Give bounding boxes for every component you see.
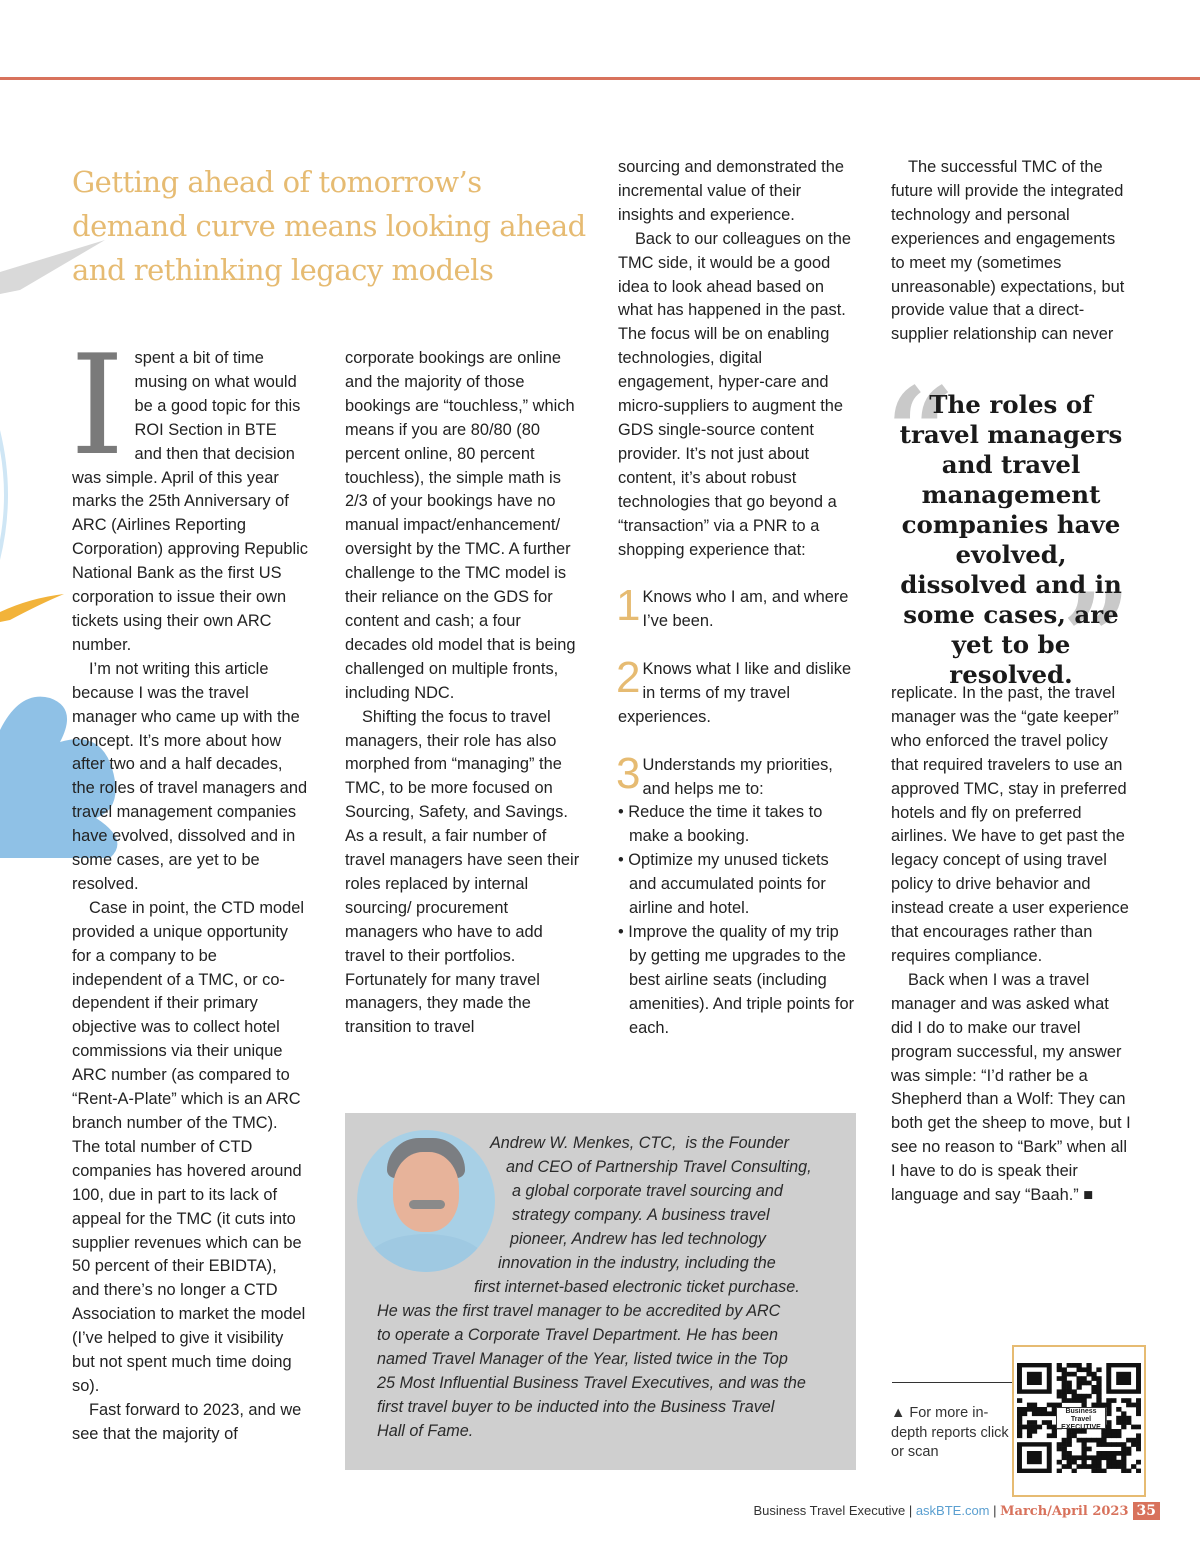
item-number: 2: [616, 653, 641, 702]
bio-line: He was the first travel manager to be accredited by ARC: [377, 1302, 781, 1320]
top-rule: [0, 77, 1200, 80]
item-number: 1: [616, 581, 641, 631]
bio-line: Hall of Fame.: [377, 1422, 474, 1440]
qr-code-link[interactable]: [1012, 1345, 1146, 1497]
bio-line: named Travel Manager of the Year, listed twice in the Top: [377, 1350, 788, 1368]
bullet-item: • Reduce the time it takes to make a booking.: [618, 803, 823, 846]
decorative-arc-blue: [0, 430, 20, 560]
pull-quote: The roles of travel managers and travel management companies have evolved, dissolved and in some cases, are yet to be resolved.: [899, 390, 1123, 689]
paragraph: corporate bookings are online and the majority of those bookings are “touchless,” which means if you are 80/80 (80 percent online, 80 percent touchless), the simple math is 2/3 of your bookings have no manual impact/enhancement/ oversight by the TMC. A further challenge to the TMC model is their reliance on the GDS for content and cash; a four decades old model that is being challenged on multiple fronts, including NDC.: [345, 349, 576, 702]
paragraph: Back when I was a travel manager and was asked what did I do to make our travel program successful, my answer was simple: “I’d rather be a Shepherd than a Wolf: They can both get the sheep to move, but I see no reason to “Bark” when all I have to do is speak their language and say “Baah.” ■: [891, 970, 1131, 1205]
bio-line: to operate a Corporate Travel Department. He has been: [377, 1326, 779, 1344]
page-footer: Business Travel Executive | askBTE.com | March/April 2023 35: [753, 1502, 1160, 1520]
paragraph: replicate. In the past, the travel manager was the “gate keeper” who enforced the travel policy that required travelers to use an approved TMC, stay in preferred hotels and fly on preferred airlines. We have to get past the legacy concept of using travel policy to drive behavior and instead create a user experience that encourages rather than requires compliance.: [891, 684, 1129, 965]
paragraph: sourcing and demonstrated the incremental value of their insights and experience.: [618, 158, 844, 224]
bio-line: and CEO of Partnership Travel Consulting,: [506, 1158, 812, 1176]
website-link[interactable]: askBTE.com: [915, 1503, 990, 1518]
qr-divider: [892, 1382, 1016, 1383]
bullet-list: [618, 801, 858, 1040]
bio-line: first internet-based electronic ticket purchase.: [474, 1278, 800, 1296]
article-column-1: [70, 325, 308, 1447]
article-column-3: [618, 156, 858, 1040]
bio-line: Andrew W. Menkes, CTC, is the Founder: [490, 1134, 789, 1152]
bio-line: strategy company. A business travel: [512, 1206, 770, 1224]
page-number: 35: [1133, 1502, 1160, 1520]
bio-line: 25 Most Influential Business Travel Executives, and was the: [377, 1374, 806, 1392]
bullet-item: • Improve the quality of my trip by getting me upgrades to the best airline seats (including amenities). And triple points for each.: [618, 922, 855, 1037]
paragraph: Case in point, the CTD model provided a unique opportunity for a company to be independent of a TMC, or co-dependent if their primary objective was to collect hotel commissions via their unique ARC number (as compared to “Rent-A-Plate” which is an ARC branch number of the TMC). The total number of CTD companies has hovered around 100, due in part to its lack of appeal for the TMC (it cuts into supplier revenues which can be 50 percent of their EBIDTA), and there’s no longer a CTD Association to market the model (I’ve helped to give it visibility but not spent much time doing so).: [72, 898, 306, 1395]
item-number: 3: [616, 748, 641, 798]
decorative-swoosh-gold: [0, 590, 70, 630]
headline: Getting ahead of tomorrow’s demand curve means looking ahead and rethinking legacy models: [72, 165, 586, 287]
bio-line: pioneer, Andrew has led technology: [510, 1230, 766, 1248]
numbered-item: 1 Knows who I am, and where I’ve been.: [616, 581, 849, 631]
intro-paragraph: Ispent a bit of time musing on what would be a good topic for this ROI Section in BTE and then that decision was simple. April of this year marks the 25th Anniversary of ARC (Airlines Reporting Corporation) approving Republic National Bank as the first US corporation to issue their own tickets using their own ARC number.: [70, 325, 308, 654]
bio-line: first travel buyer to be inducted into the Business Travel: [377, 1398, 775, 1416]
paragraph: The successful TMC of the future will provide the integrated technology and personal experiences and engagements to meet my (sometimes unreasonable) expectations, but provide value that a direct-supplier relationship can never: [891, 158, 1125, 344]
article-column-4-top: [891, 156, 1133, 347]
numbered-item: 3 Understands my priorities, and helps me to:: [616, 748, 833, 798]
bullet-item: • Optimize my unused tickets and accumulated points for airline and hotel.: [618, 851, 829, 918]
qr-logo: Business Travel EXECUTIVE: [1056, 1407, 1106, 1429]
close-quote-mark: ”: [1062, 567, 1132, 708]
paragraph: Back to our colleagues on the TMC side, it would be a good idea to look ahead based on what has happened in the past. The focus will be on enabling technologies, digital engagement, hyper-care and micro-suppliers to augment the GDS single-source content provider. It’s not just about content, it’s about robust technologies that go beyond a “transaction” via a PNR to a shopping experience that:: [618, 229, 851, 559]
author-photo: [357, 1130, 495, 1272]
drop-cap: I: [70, 325, 125, 486]
numbered-item: 2 Knows what I like and dislike in terms of my travel experiences.: [616, 653, 852, 726]
qr-caption: ▲ For more in-depth reports click or scan: [891, 1405, 1009, 1460]
author-name: Andrew W. Menkes, CTC,: [490, 1134, 677, 1152]
article-column-4-bottom: [891, 682, 1133, 1208]
publication-name: Business Travel Executive: [753, 1503, 906, 1518]
open-quote-mark: “: [886, 361, 956, 502]
bio-line: innovation in the industry, including the: [498, 1254, 776, 1272]
bio-line: a global corporate travel sourcing and: [512, 1182, 783, 1200]
paragraph: Fast forward to 2023, and we see that the majority of: [72, 1400, 302, 1443]
issue-date: March/April 2023: [1000, 1504, 1129, 1519]
article-column-2: [345, 347, 585, 1040]
paragraph: Shifting the focus to travel managers, their role has also morphed from “managing” the TMC, to be more focused on Sourcing, Safety, and Savings. As a result, a fair number of travel managers have seen their roles replaced by internal sourcing/ procurement managers who have to add travel to their portfolios. Fortunately for many travel managers, they made the transition to travel: [345, 707, 580, 1037]
paragraph: I’m not writing this article because I was the travel manager who came up with the concept. It’s more about how after two and a half decades, the roles of travel managers and travel management companies have evolved, dissolved and in some cases, are yet to be resolved.: [72, 659, 308, 893]
